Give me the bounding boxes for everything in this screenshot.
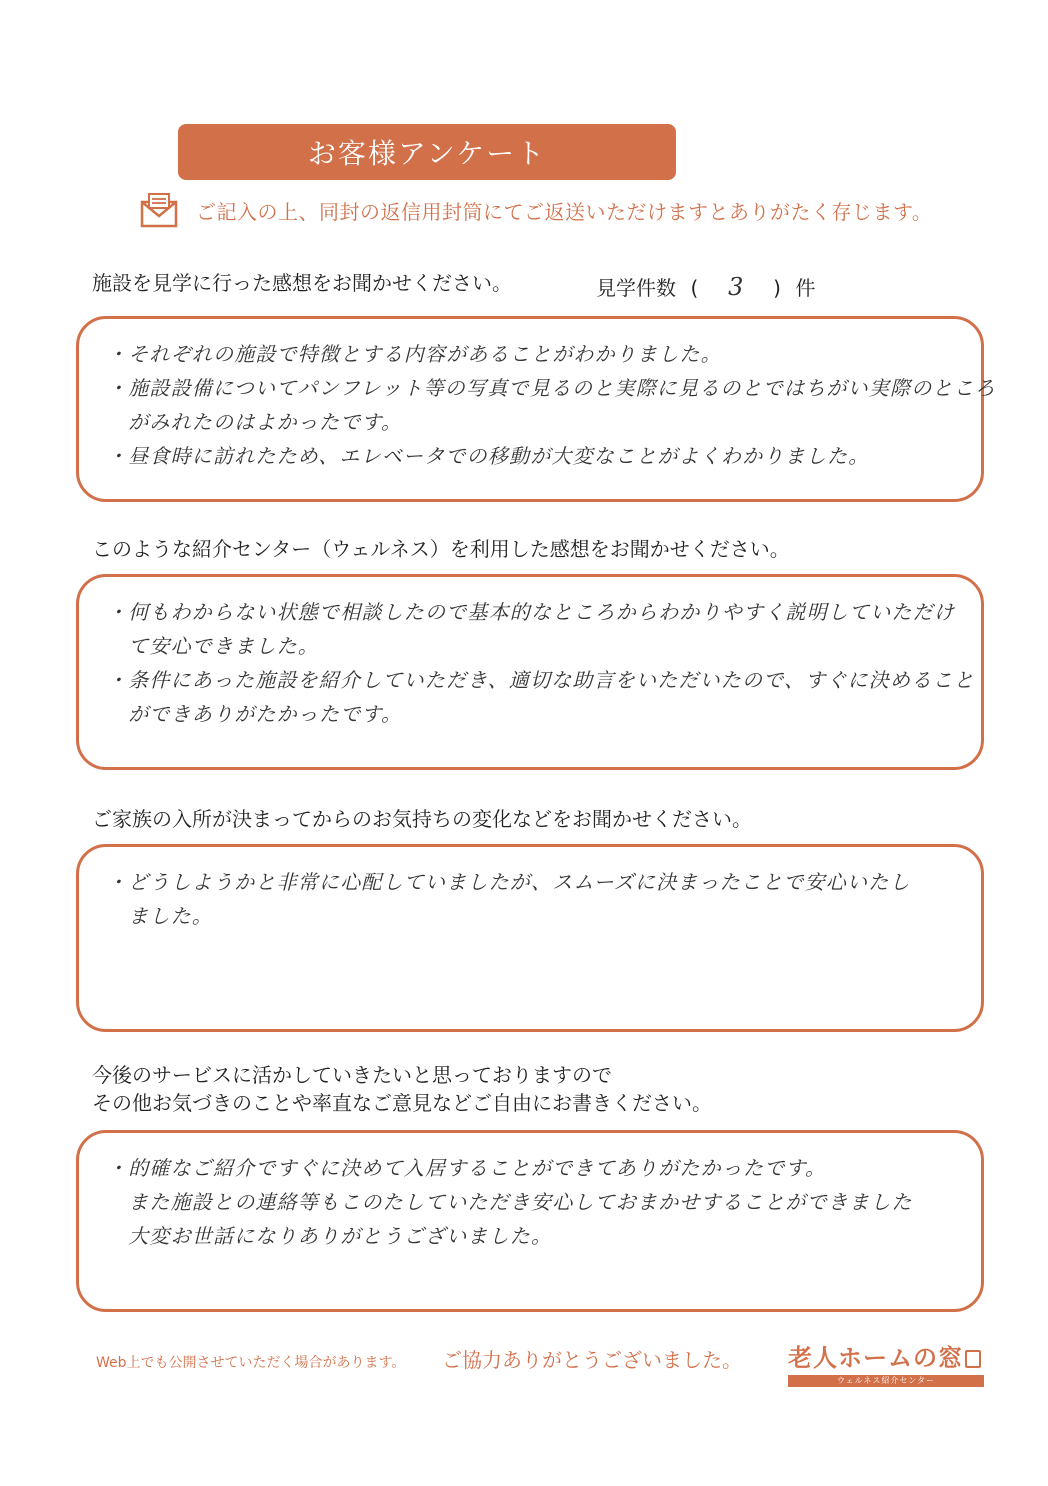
visit-count-label: 見学件数	[596, 276, 676, 300]
visit-count-open-paren: (	[690, 276, 699, 300]
answer-box-center-usage	[76, 574, 984, 770]
answer-line: また施設との連絡等もこのたしていただき安心しておまかせすることができました	[107, 1190, 913, 1214]
logo-text: 老人ホームの窓	[788, 1344, 963, 1372]
answer-line: ・的確なご紹介ですぐに決めて入居することができてありがたかったです。	[107, 1156, 827, 1180]
footer-thanks: ご協力ありがとうございました。	[442, 1348, 742, 1372]
answer-line: ・条件にあった施設を紹介していただき、適切な助言をいただいたので、すぐに決めること	[107, 668, 975, 692]
window-icon	[965, 1350, 981, 1368]
intro-text: ご記入の上、同封の返信用封筒にてご返送いただけますとありがたく存じます。	[196, 199, 933, 224]
logo-subtitle: ウェルネス紹介センター	[788, 1375, 984, 1387]
answer-line: ・昼食時に訪れたため、エレベータでの移動が大変なことがよくわかりました。	[107, 444, 870, 468]
answer-line: がみれたのはよかったです。	[107, 410, 403, 434]
visit-count-close-paren: )	[773, 276, 781, 300]
visit-count-value: 3	[728, 273, 744, 301]
question-feedback-line1: 今後のサービスに活かしていきたいと思っておりますので	[92, 1063, 612, 1087]
answer-line: 大変お世話になりありがとうございました。	[107, 1224, 553, 1248]
answer-line: ・どうしようかと非常に心配していましたが、スムーズに決まったことで安心いたし	[107, 870, 911, 894]
question-feedback-line2: その他お気づきのことや率直なご意見などご自由にお書きください。	[92, 1091, 712, 1115]
answer-line: ・施設設備についてパンフレット等の写真で見るのと実際に見るのとではちがい実際のところ	[107, 376, 996, 400]
survey-title-banner	[178, 124, 676, 180]
answer-line: ・それぞれの施設で特徴とする内容があることがわかりました。	[107, 342, 722, 366]
answer-box-facility-visit	[76, 316, 996, 502]
survey-title: お客様アンケート	[307, 137, 547, 170]
intro-row	[140, 192, 932, 228]
visit-count	[596, 272, 815, 301]
answer-line: て安心できました。	[107, 634, 319, 658]
brand-logo	[788, 1338, 986, 1392]
answer-line: ができありがたかったです。	[107, 702, 403, 726]
answer-box-feelings-change	[76, 844, 984, 1032]
visit-count-unit: 件	[795, 276, 816, 300]
question-center-usage: このような紹介センター（ウェルネス）を利用した感想をお聞かせください。	[92, 537, 790, 561]
answer-line: ・何もわからない状態で相談したので基本的なところからわかりやすく説明していただけ	[107, 600, 955, 624]
answer-line: ました。	[107, 904, 213, 928]
question-facility-visit: 施設を見学に行った感想をお聞かせください。	[92, 271, 512, 295]
answer-box-feedback	[76, 1130, 984, 1312]
envelope-icon	[140, 192, 178, 228]
question-feelings-change: ご家族の入所が決まってからのお気持ちの変化などをお聞かせください。	[92, 807, 752, 831]
footer	[96, 1344, 996, 1394]
footer-web-note: Web上でも公開させていただく場合があります。	[96, 1355, 406, 1371]
